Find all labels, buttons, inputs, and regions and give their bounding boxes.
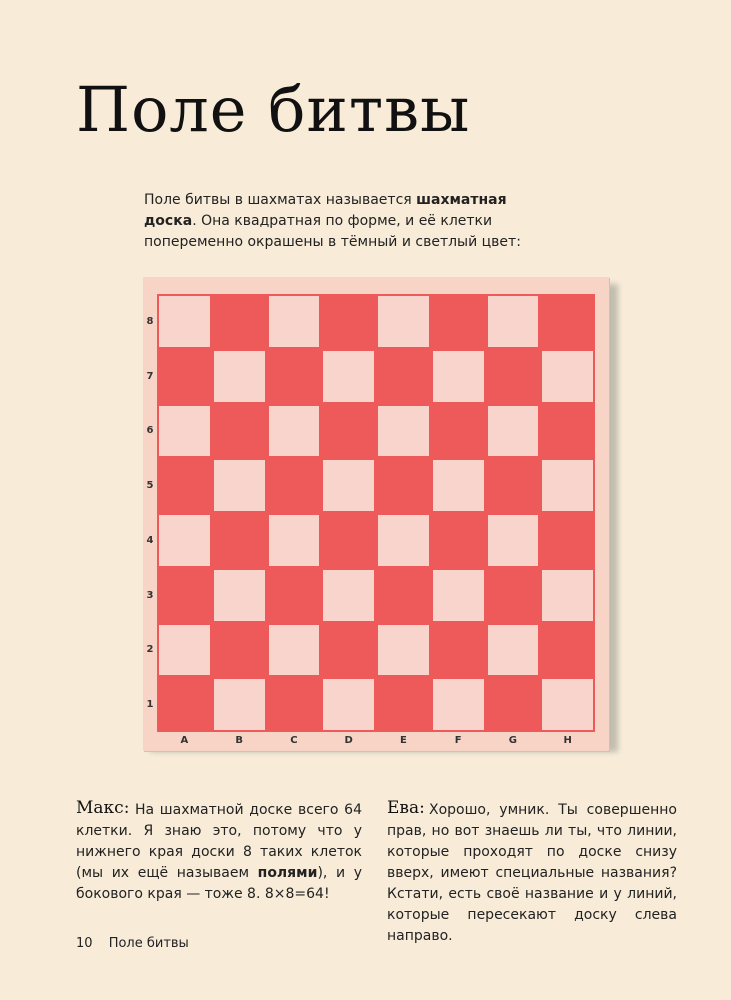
intro-text-1: Поле битвы в шахматах называется bbox=[144, 192, 417, 208]
square-f5 bbox=[431, 458, 486, 513]
file-label: A bbox=[180, 735, 189, 746]
square-f4 bbox=[431, 513, 486, 568]
square-c2 bbox=[267, 623, 322, 678]
square-b5 bbox=[212, 458, 267, 513]
square-e1 bbox=[376, 677, 431, 732]
square-g7 bbox=[486, 349, 541, 404]
square-b4 bbox=[212, 513, 267, 568]
rank-label: 1 bbox=[146, 699, 154, 711]
square-d8 bbox=[321, 294, 376, 349]
square-g3 bbox=[486, 568, 541, 623]
page-number: 10 bbox=[76, 936, 93, 951]
square-a5 bbox=[157, 458, 212, 513]
intro-bold-term: шахматная доска bbox=[144, 192, 507, 229]
square-c1 bbox=[267, 677, 322, 732]
square-f8 bbox=[431, 294, 486, 349]
file-label: F bbox=[454, 735, 462, 746]
rank-label: 8 bbox=[146, 315, 154, 327]
square-b1 bbox=[212, 677, 267, 732]
square-b3 bbox=[212, 568, 267, 623]
speaker-max: Макс: bbox=[76, 798, 130, 818]
square-f1 bbox=[431, 677, 486, 732]
page-footer bbox=[76, 936, 189, 951]
square-a8 bbox=[157, 294, 212, 349]
file-label: B bbox=[235, 735, 243, 746]
rank-label: 5 bbox=[146, 480, 154, 492]
square-d1 bbox=[321, 677, 376, 732]
square-b6 bbox=[212, 404, 267, 459]
square-c4 bbox=[267, 513, 322, 568]
rank-label: 7 bbox=[146, 370, 154, 382]
square-d3 bbox=[321, 568, 376, 623]
max-bold-term: полями bbox=[257, 865, 318, 881]
square-h8 bbox=[540, 294, 595, 349]
chessboard-grid bbox=[157, 294, 595, 732]
square-c8 bbox=[267, 294, 322, 349]
file-label: E bbox=[399, 735, 407, 746]
page-title: Поле битвы bbox=[76, 73, 471, 146]
file-label: H bbox=[563, 735, 572, 746]
eva-text bbox=[387, 800, 677, 947]
square-f7 bbox=[431, 349, 486, 404]
square-e2 bbox=[376, 623, 431, 678]
square-g2 bbox=[486, 623, 541, 678]
square-g6 bbox=[486, 404, 541, 459]
square-b7 bbox=[212, 349, 267, 404]
square-g8 bbox=[486, 294, 541, 349]
square-c7 bbox=[267, 349, 322, 404]
eva-text-body: Хорошо, умник. Ты совершенно прав, но вот знаешь ли ты, что линии, которые проходят по доске снизу вверх, имеют специальные названия? Кстати, есть своё название и у линий, которые пересекают доску слева направо. bbox=[387, 802, 677, 944]
rank-labels bbox=[143, 294, 157, 732]
square-a7 bbox=[157, 349, 212, 404]
rank-label: 2 bbox=[146, 644, 154, 656]
square-h1 bbox=[540, 677, 595, 732]
square-f3 bbox=[431, 568, 486, 623]
file-label: G bbox=[508, 735, 517, 746]
square-a2 bbox=[157, 623, 212, 678]
square-a4 bbox=[157, 513, 212, 568]
square-h3 bbox=[540, 568, 595, 623]
file-label: C bbox=[290, 735, 298, 746]
square-b2 bbox=[212, 623, 267, 678]
square-a3 bbox=[157, 568, 212, 623]
rank-label: 4 bbox=[146, 534, 154, 546]
square-f2 bbox=[431, 623, 486, 678]
square-c3 bbox=[267, 568, 322, 623]
square-h6 bbox=[540, 404, 595, 459]
square-d2 bbox=[321, 623, 376, 678]
chessboard bbox=[143, 277, 609, 751]
square-a1 bbox=[157, 677, 212, 732]
square-g4 bbox=[486, 513, 541, 568]
rank-label: 3 bbox=[146, 589, 154, 601]
rank-label: 6 bbox=[146, 425, 154, 437]
square-g1 bbox=[486, 677, 541, 732]
square-h2 bbox=[540, 623, 595, 678]
file-label: D bbox=[344, 735, 353, 746]
square-d5 bbox=[321, 458, 376, 513]
intro-paragraph bbox=[144, 190, 564, 253]
speaker-eva: Ева: bbox=[387, 798, 425, 818]
square-d4 bbox=[321, 513, 376, 568]
intro-text-2: . Она квадратная по форме, и её клетки попеременно окрашены в тёмный и светлый цвет: bbox=[144, 213, 521, 250]
square-h5 bbox=[540, 458, 595, 513]
square-e3 bbox=[376, 568, 431, 623]
square-b8 bbox=[212, 294, 267, 349]
max-text-1: На шахматной доске всего 64 клетки. Я знаю это, потому что у нижнего края доски 8 таких клеток (мы их ещё называем bbox=[76, 802, 362, 881]
square-c6 bbox=[267, 404, 322, 459]
max-dialog bbox=[76, 800, 362, 905]
square-h7 bbox=[540, 349, 595, 404]
square-d6 bbox=[321, 404, 376, 459]
square-c5 bbox=[267, 458, 322, 513]
square-e7 bbox=[376, 349, 431, 404]
file-labels bbox=[157, 733, 595, 749]
square-e5 bbox=[376, 458, 431, 513]
square-d7 bbox=[321, 349, 376, 404]
square-h4 bbox=[540, 513, 595, 568]
square-e6 bbox=[376, 404, 431, 459]
max-text-2: ), и у бокового края — тоже 8. 8×8=64! bbox=[76, 865, 362, 902]
square-e8 bbox=[376, 294, 431, 349]
square-e4 bbox=[376, 513, 431, 568]
square-a6 bbox=[157, 404, 212, 459]
square-g5 bbox=[486, 458, 541, 513]
eva-dialog bbox=[387, 800, 677, 947]
square-f6 bbox=[431, 404, 486, 459]
footer-section-title: Поле битвы bbox=[108, 936, 189, 951]
